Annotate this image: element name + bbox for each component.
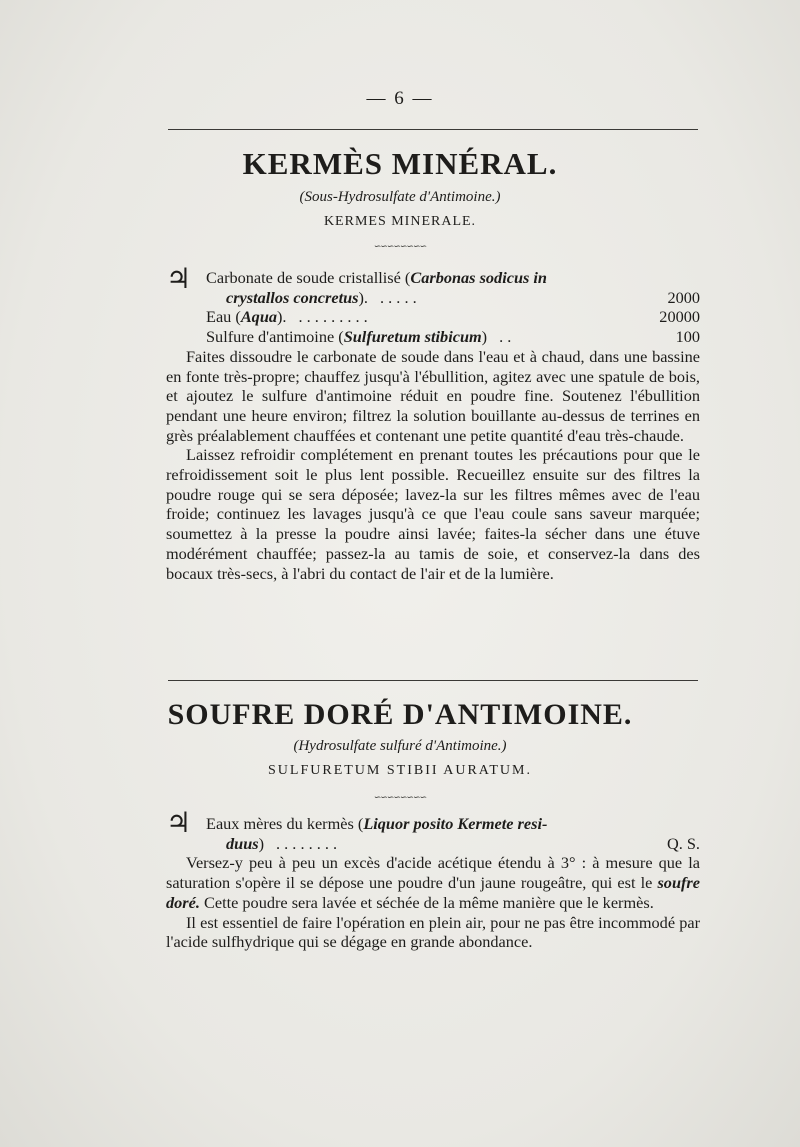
ingredient-row: Eaux mères du kermès (Liquor posito Kermete resi-	[206, 814, 548, 833]
ingredient-quantity: 20000	[659, 307, 700, 327]
ingredient-row: Eau (Aqua). . . . . . . . . . 20000	[206, 307, 700, 327]
paragraph: Versez-y peu à peu un excès d'acide acétique étendu à 3° : à mesure que la saturation s'opère il se dépose une poudre d'un jaune rougeâtre, qui est le soufre doré. Cette poudre sera lavée et séchée de la même manière que le kermès.	[166, 853, 700, 912]
section-subtitle-kermes: (Sous-Hydrosulfate d'Antimoine.)	[299, 189, 501, 205]
ingredients-list	[166, 814, 700, 952]
recipe-symbol-icon: ♃	[166, 808, 192, 839]
page-number: — 6 —	[366, 88, 434, 109]
ingredients-list	[166, 268, 700, 583]
latin-name-kermes: KERMES MINERALE.	[323, 214, 477, 229]
recipe-symbol-icon: ♃	[166, 264, 192, 295]
ingredient-row: crystallos concretus). . . . . . 2000	[226, 287, 700, 307]
ornament-divider: ∽∽∽∽∽∽∽∽	[373, 241, 427, 251]
ingredient-quantity: Q. S.	[666, 833, 700, 853]
ornament-divider: ∽∽∽∽∽∽∽∽	[373, 792, 427, 802]
ingredient-row: Carbonate de soude cristallisé (Carbonas sodicus in	[206, 268, 547, 287]
section-subtitle-soufre: (Hydrosulfate sulfuré d'Antimoine.)	[293, 738, 507, 754]
section-rule	[168, 680, 698, 681]
section-title-soufre: SOUFRE DORÉ D'ANTIMOINE.	[167, 698, 633, 731]
ingredient-row: Sulfure d'antimoine (Sulfuretum stibicum) . . 100	[206, 327, 700, 347]
ingredient-row: duus) . . . . . . . . Q. S.	[226, 833, 700, 853]
paragraph: Laissez refroidir complétement en prenant toutes les précautions pour que le refroidissement soit le plus lent possible. Recueillez ensuite sur des filtres la poudre rouge qui se sera déposée; lavez-la sur les filtres mêmes avec de l'eau froide; continuez les lavages jusqu'à ce que l'eau coule sans saveur marquée; soumettez à la presse la poudre ainsi lavée; faites-la sécher dans une étuve modérément chauffée; passez-la au tamis de soie, et conservez-la dans des bocaux très-secs, à l'abri du contact de l'air et de la lumière.	[166, 445, 700, 583]
top-rule	[168, 129, 698, 130]
ingredient-quantity: 2000	[667, 287, 700, 307]
ingredient-quantity: 100	[675, 327, 700, 347]
paragraph: Il est essentiel de faire l'opération en plein air, pour ne pas être incommodé par l'acide sulfhydrique qui se dégage en grande abondance.	[166, 912, 700, 952]
paragraph: Faites dissoudre le carbonate de soude dans l'eau et à chaud, dans une bassine en fonte très-propre; chauffez jusqu'à l'ébullition, agitez avec une spatule de bois, et ajoutez le sulfure d'antimoine réduit en poudre fine. Soutenez l'ébullition pendant une heure environ; filtrez la solution bouillante au-dessus de terrines en grès préalablement chauffées et contenant une petite quantité d'eau très-chaude.	[166, 346, 700, 445]
section-title-kermes: KERMÈS MINÉRAL.	[242, 146, 558, 181]
latin-name-soufre: SULFURETUM STIBII AURATUM.	[268, 763, 532, 778]
